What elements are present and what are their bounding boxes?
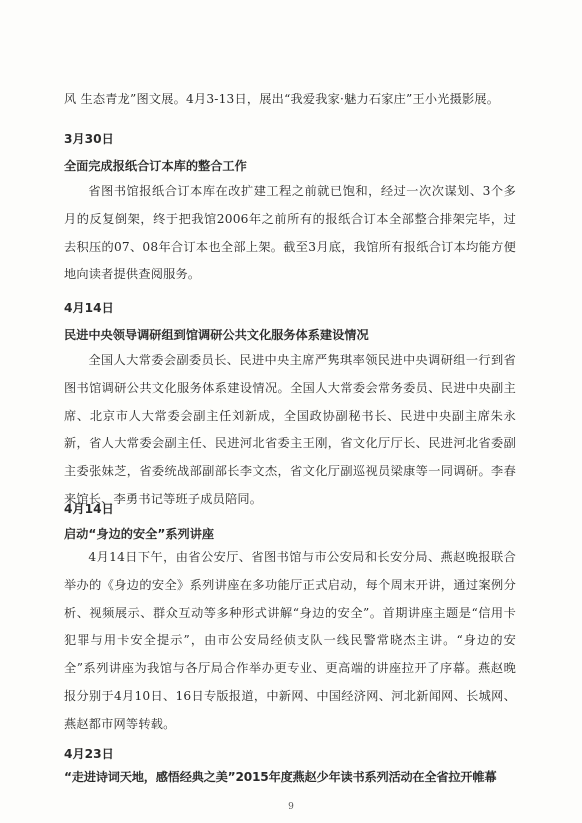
entry-date: 4月23日 — [64, 747, 114, 761]
entry-body: 全国人大常委会副委员长、民进中央主席严隽琪率领民进中央调研组一行到省图书馆调研公共文化服务体系建设情况。全国人大常委会常务委员、民进中央副主席、北京市人大常委会副主任刘新成，全国政协副秘书长、民进中央副主席朱永新，省人大常委会副主任、民进河北省委主王刚，省文化厅厅长、民进河北省委副主委张妹芝，省委统战部副部长李文杰，省文化厅副巡视员梁康等一同调研。李春来馆长、李勇书记等班子成员陪同。 — [64, 353, 516, 506]
entry-date: 4月14日 — [64, 502, 114, 516]
entry-body: 省图书馆报纸合订本库在改扩建工程之前就已饱和，经过一次次谋划、3个多月的反复倒架，终于把我馆2006年之前所有的报纸合订本全部整合排架完毕，过去积压的07、08年合订本也全部上架。截至3月底，我馆所有报纸合订本均能方便地向读者提供查阅服务。 — [64, 184, 516, 282]
entry-date: 4月14日 — [64, 301, 114, 315]
entry-body: 4月14日下午，由省公安厅、省图书馆与市公安局和长安分局、燕赵晚报联合举办的《身边的安全》系列讲座在多功能厅正式启动，每个周末开讲，通过案例分析、视频展示、群众互动等多种形式讲解“身边的安全”。首期讲座主题是“信用卡犯罪与用卡安全提示”，由市公安局经侦支队一线民警常晓杰主讲。“身边的安全”系列讲座为我馆与各厅局合作举办更专业、更高端的讲座拉开了序幕。燕赵晚报分别于4月10日、16日专版报道，中新网、中国经济网、河北新闻网、长城网、燕赵都市网等转载。 — [64, 550, 516, 731]
entry-heading: “走进诗词天地，感悟经典之美”2015年度燕赵少年读书系列活动在全省拉开帷幕 — [64, 770, 497, 784]
entry-heading: 全面完成报纸合订本库的整合工作 — [64, 159, 247, 173]
page-number: 9 — [288, 802, 294, 812]
entry-date: 3月30日 — [64, 132, 114, 146]
intro-paragraph: 风 生态青龙”图文展。4月3-13日，展出“我爱我家·魅力石家庄”王小光摄影展。 — [64, 92, 500, 106]
entry-heading: 启动“身边的安全”系列讲座 — [64, 527, 215, 541]
entry-heading: 民进中央领导调研组到馆调研公共文化服务体系建设情况 — [64, 328, 369, 342]
